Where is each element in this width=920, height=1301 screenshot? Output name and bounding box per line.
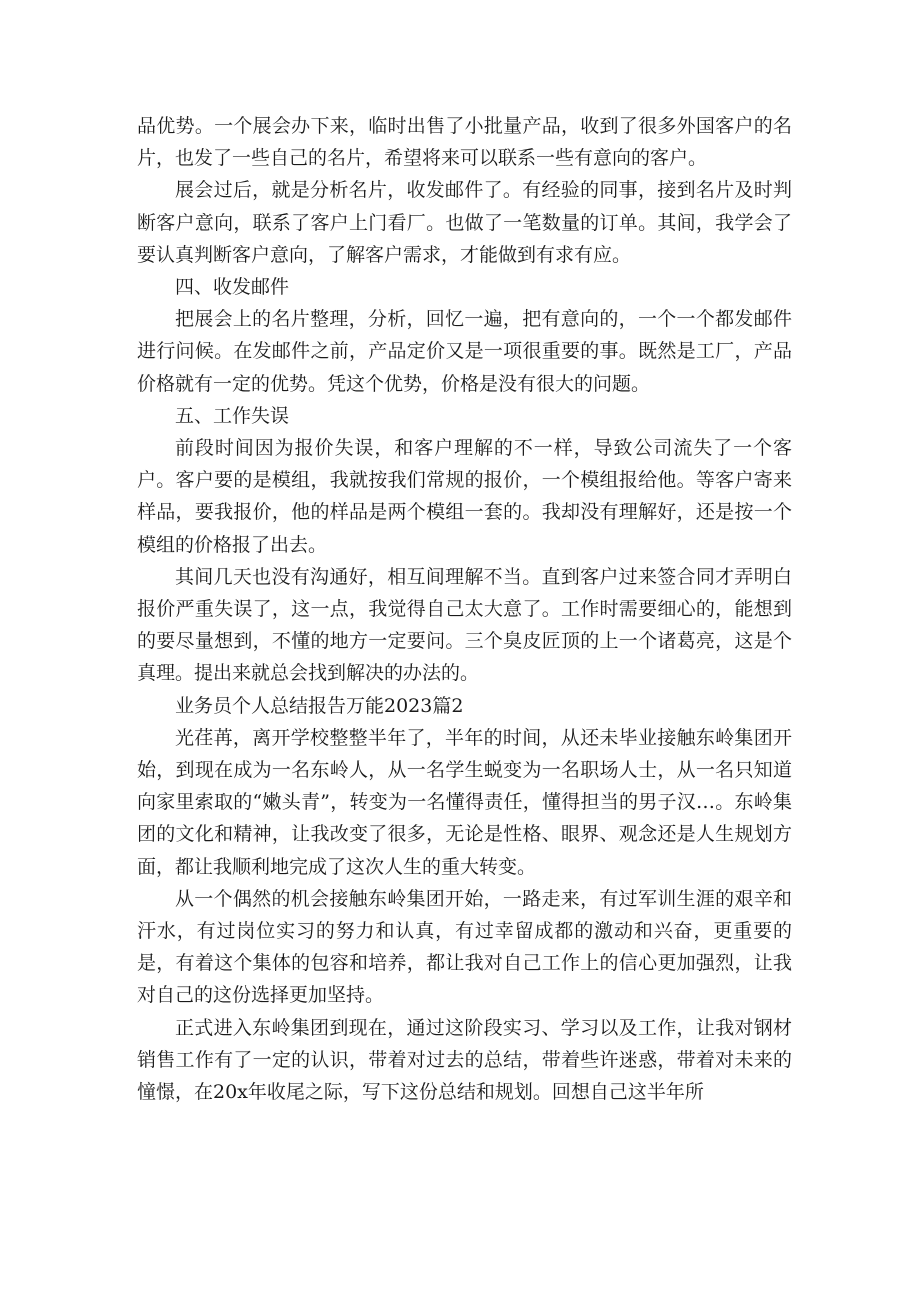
document-body (137, 110, 792, 1108)
paragraph-summary-intro: 正式进入东岭集团到现在，通过这阶段实习、学习以及工作，让我对钢材销售工作有了一定的认识，带着对过去的总结，带着些许迷惑，带着对未来的憧憬，在20x年收尾之际，写下这份总结和规划。回想自己这半年所 (137, 1016, 792, 1104)
paragraph-after-show: 展会过后，就是分析名片，收发邮件了。有经验的同事，接到名片及时判断客户意向，联系了客户上门看厂。也做了一笔数量的订单。其间，我学会了要认真判断客户意向，了解客户需求，才能做到有求有应。 (137, 179, 792, 266)
paragraph-lessons: 其间几天也没有沟通好，相互间理解不当。直到客户过来签合同才弄明白报价严重失误了，这一点，我觉得自己太大意了。工作时需要细心的，能想到的要尽量想到，不懂的地方一定要问。三个臭皮匠顶的上一个诸葛亮，这是个真理。提出来就总会找到解决的办法的。 (137, 565, 792, 685)
section-heading-emails: 四、收发邮件 (175, 276, 290, 299)
paragraph-journey: 从一个偶然的机会接触东岭集团开始，一路走来，有过军训生涯的艰辛和汗水，有过岗位实习的努力和认真，有过幸留成都的激动和兴奋，更重要的是，有着这个集体的包容和培养，都让我对自己工作上的信心更加强烈，让我对自己的这份选择更加坚持。 (137, 887, 792, 1007)
paragraph-trade-show-outcome: 品优势。一个展会办下来，临时出售了小批量产品，收到了很多外国客户的名片，也发了一些自己的名片，希望将来可以联系一些有意向的客户。 (137, 115, 792, 170)
article-title-part-2: 业务员个人总结报告万能2023篇2 (175, 694, 464, 717)
paragraph-email-followup: 把展会上的名片整理，分析，回忆一遍，把有意向的，一个一个都发邮件进行问候。在发邮件之前，产品定价又是一项很重要的事。既然是工厂，产品价格就有一定的优势。凭这个优势，价格是没有很大的问题。 (137, 308, 792, 395)
paragraph-half-year: 光荏苒，离开学校整整半年了，半年的时间，从还未毕业接触东岭集团开始，到现在成为一名东岭人，从一名学生蜕变为一名职场人士，从一名只知道向家里索取的“嫩头青”，转变为一名懂得责任，懂得担当的男子汉…。东岭集团的文化和精神，让我改变了很多，无论是性格、眼界、观念还是人生规划方面，都让我顺利地完成了这次人生的重大转变。 (137, 726, 792, 878)
section-heading-mistakes: 五、工作失误 (175, 404, 290, 427)
paragraph-quote-mistake: 前段时间因为报价失误，和客户理解的不一样，导致公司流失了一个客户。客户要的是模组，我就按我们常规的报价，一个模组报给他。等客户寄来样品，要我报价，他的样品是两个模组一套的。我却没有理解好，还是按一个模组的价格报了出去。 (137, 437, 792, 556)
